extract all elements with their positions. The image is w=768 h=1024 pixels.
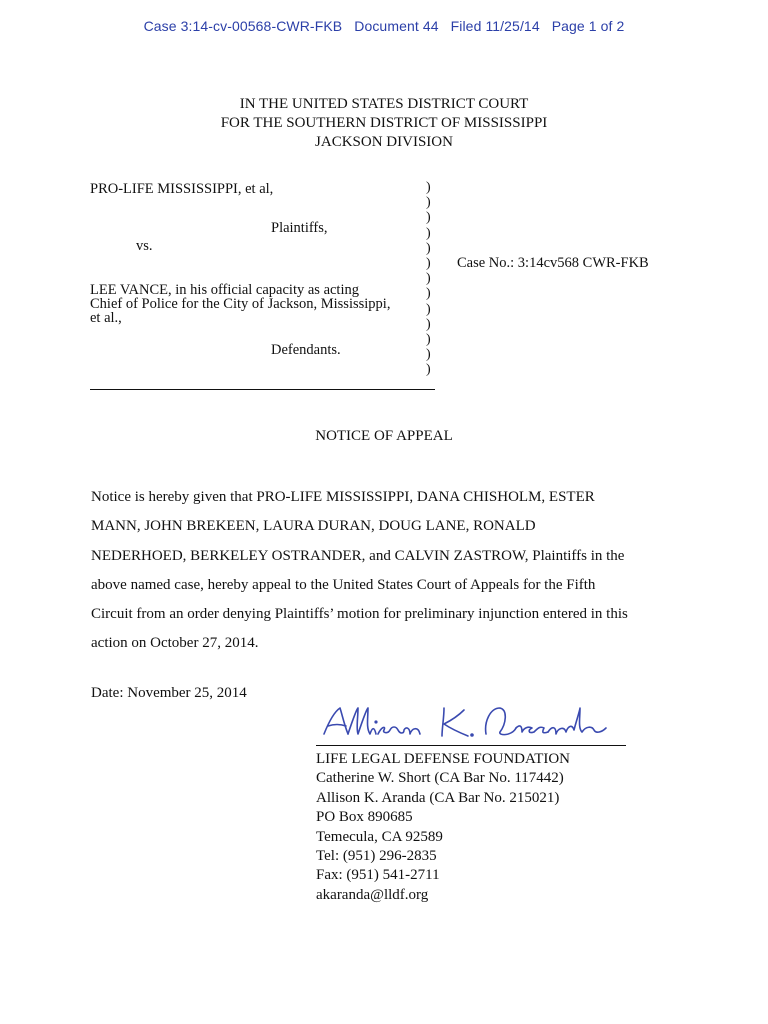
caption-bracket: ) <box>426 347 431 363</box>
firm-name: LIFE LEGAL DEFENSE FOUNDATION <box>316 751 571 767</box>
paragraph-line: Circuit from an order denying Plaintiffs’ motion for preliminary injunction entered in this <box>91 606 628 623</box>
telephone: Tel: (951) 296-2835 <box>316 848 437 865</box>
handwritten-signature <box>318 700 618 744</box>
fax: Fax: (951) 541-2711 <box>316 867 440 884</box>
stamp-case-number: Case 3:14-cv-00568-CWR-FKB <box>143 18 343 34</box>
court-name: IN THE UNITED STATES DISTRICT COURT <box>239 96 529 112</box>
caption-bracket: ) <box>426 256 431 272</box>
caption-bracket: ) <box>426 332 431 348</box>
defendant-line-3: et al., <box>90 310 122 326</box>
paragraph-line: Notice is hereby given that PRO-LIFE MISSISSIPPI, DANA CHISHOLM, ESTER <box>91 489 595 505</box>
document-title: NOTICE OF APPEAL <box>315 428 453 444</box>
caption-bracket: ) <box>426 271 431 287</box>
caption-bracket: ) <box>426 286 431 302</box>
caption-underline <box>90 389 435 390</box>
paragraph-line: NEDERHOED, BERKELEY OSTRANDER, and CALVIN ZASTROW, Plaintiffs in the <box>91 547 625 564</box>
signature-line <box>316 745 626 746</box>
email-address: akaranda@lldf.org <box>316 886 429 903</box>
date-line: Date: November 25, 2014 <box>91 685 247 701</box>
court-district: FOR THE SOUTHERN DISTRICT OF MISSISSIPPI <box>220 115 548 131</box>
stamp-document-number: Document 44 <box>354 18 439 34</box>
defendant-description <box>90 283 390 325</box>
attorney-name: Allison K. Aranda (CA Bar No. 215021) <box>316 789 560 806</box>
caption-bracket-column <box>426 180 442 378</box>
defendant-line-2: Chief of Police for the City of Jackson, Mississippi, <box>90 296 391 312</box>
stamp-page-count: Page 1 of 2 <box>551 18 625 34</box>
court-heading <box>0 95 768 152</box>
court-division: JACKSON DIVISION <box>315 134 453 150</box>
caption-bracket: ) <box>426 195 431 211</box>
defendant-line-1: LEE VANCE, in his official capacity as acting <box>90 282 359 298</box>
ecf-header-stamp <box>0 18 768 34</box>
defendant-role: Defendants. <box>271 342 341 358</box>
caption-bracket: ) <box>426 301 431 317</box>
paragraph-line: MANN, JOHN BREKEEN, LAURA DURAN, DOUG LANE, RONALD <box>91 518 536 535</box>
caption-bracket: ) <box>426 225 431 241</box>
plaintiff-role: Plaintiffs, <box>271 220 328 236</box>
versus-label: vs. <box>136 238 153 254</box>
paragraph-line: above named case, hereby appeal to the United States Court of Appeals for the Fifth <box>91 576 596 593</box>
city-state-zip: Temecula, CA 92589 <box>316 828 443 845</box>
caption-bracket: ) <box>426 240 431 256</box>
caption-bracket: ) <box>426 210 431 226</box>
signature-block <box>316 750 570 905</box>
caption-bracket: ) <box>426 362 431 378</box>
attorney-name: Catherine W. Short (CA Bar No. 117442) <box>316 770 564 787</box>
caption-bracket: ) <box>426 180 431 195</box>
notice-paragraph <box>91 483 681 659</box>
plaintiff-name: PRO-LIFE MISSISSIPPI, et al, <box>90 181 274 197</box>
po-box: PO Box 890685 <box>316 809 413 826</box>
case-number: Case No.: 3:14cv568 CWR-FKB <box>457 255 649 271</box>
paragraph-line: action on October 27, 2014. <box>91 635 259 652</box>
stamp-filed-date: Filed 11/25/14 <box>450 18 540 34</box>
caption-bracket: ) <box>426 316 431 332</box>
